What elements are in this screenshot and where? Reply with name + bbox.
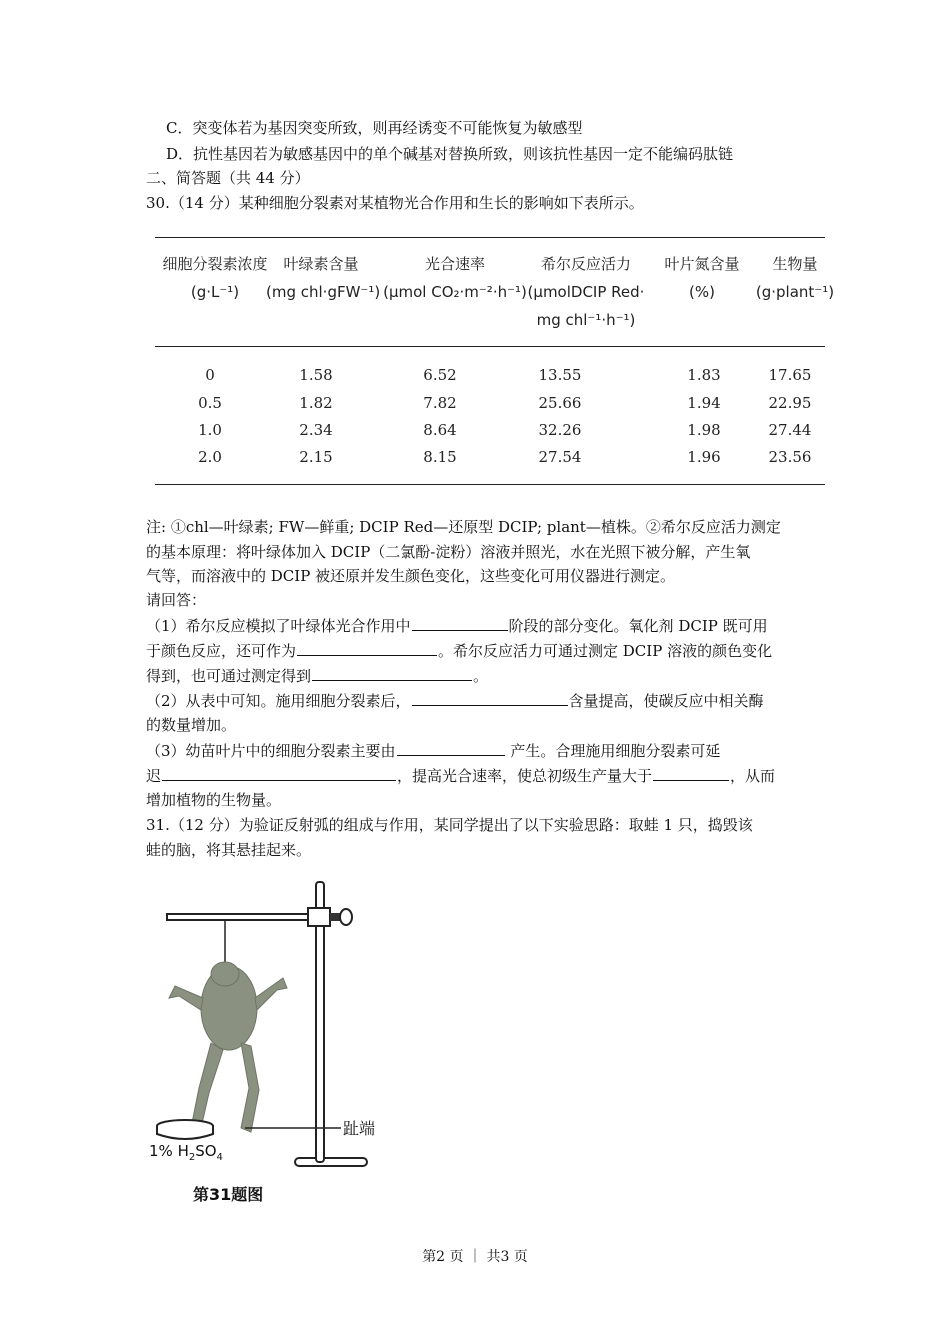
table-cell: 27.44 [768, 421, 812, 439]
question-31-line-1: 31.（12 分）为验证反射弧的组成与作用，某同学提出了以下实验思路：取蛙 1 只，捣毁该 [146, 816, 753, 834]
table-cell: 1.94 [687, 394, 721, 412]
table-cell: 1.82 [299, 394, 333, 412]
page-footer: 第2 页 ｜ 共3 页 [422, 1249, 528, 1265]
table-cell: 1.83 [687, 366, 721, 384]
table-cell: 0 [205, 366, 215, 384]
table-header-cell: 光合速率 [424, 255, 485, 273]
table-header-rule [155, 346, 825, 347]
section-heading: 二、简答题（共 44 分） [146, 169, 310, 187]
toe-label: 趾端 [343, 1119, 376, 1138]
ask-prompt: 请回答： [146, 591, 207, 609]
figure-caption: 第31题图 [193, 1185, 264, 1204]
table-bottom-rule [155, 484, 825, 485]
table-header-cell: mg chl⁻¹·h⁻¹) [536, 311, 636, 329]
note-line-1: 注: ①chl—叶绿素; FW—鲜重; DCIP Red—还原型 DCIP; plant—植株。②希尔反应活力测定 [146, 518, 781, 536]
table-cell: 27.54 [538, 448, 582, 466]
option-c: C．突变体若为基因突变所致，则再经诱变不可能恢复为敏感型 [166, 119, 583, 137]
table-cell: 17.65 [768, 366, 812, 384]
table-header-cell: 叶片氮含量 [664, 255, 740, 273]
part-3-line-2: 迟 ，提高光合速率，使总初级生产量大于 ，从而 [146, 767, 776, 785]
table-cell: 1.96 [687, 448, 721, 466]
question-30-stem: 30.（14 分）某种细胞分裂素对某植物光合作用和生长的影响如下表所示。 [146, 194, 644, 212]
answer-blank[interactable] [653, 765, 729, 781]
table-header-cell: (%) [689, 283, 715, 301]
table-header-cell: (μmol CO₂·m⁻²·h⁻¹) [383, 283, 527, 301]
answer-blank[interactable] [412, 690, 568, 706]
table-cell: 2.34 [299, 421, 333, 439]
table-cell: 23.56 [768, 448, 812, 466]
part-2-line-1: （2）从表中可知。施用细胞分裂素后， 含量提高，使碳反应中相关酶 [146, 692, 764, 710]
table-header-cell: (μmolDCIP Red· [527, 283, 645, 301]
table-header-cell: 叶绿素含量 [283, 255, 359, 273]
table-header-cell: (mg chl·gFW⁻¹) [266, 283, 381, 301]
table-cell: 8.15 [423, 448, 457, 466]
acid-label: 1% $H_2SO_4$ [149, 1142, 223, 1163]
table-top-rule [155, 237, 825, 238]
table-cell: 0.5 [198, 394, 222, 412]
option-d: D．抗性基因若为敏感基因中的单个碱基对替换所致，则该抗性基因一定不能编码肽链 [166, 145, 734, 163]
part-3-line-3: 增加植物的生物量。 [146, 791, 282, 809]
table-header-cell: (g·plant⁻¹) [755, 283, 835, 301]
table-cell: 25.66 [538, 394, 582, 412]
table-cell: 7.82 [423, 394, 457, 412]
table-cell: 13.55 [538, 366, 582, 384]
frog-reflex-figure [145, 878, 405, 1208]
table-cell: 6.52 [423, 366, 457, 384]
table-cell: 1.98 [687, 421, 721, 439]
table-header-cell: (g·L⁻¹) [190, 283, 240, 301]
note-line-3: 气等，而溶液中的 DCIP 被还原并发生颜色变化，这些变化可用仪器进行测定。 [146, 567, 676, 585]
answer-blank[interactable] [412, 615, 508, 631]
answer-blank[interactable] [397, 740, 505, 756]
table-header-cell: 生物量 [772, 255, 818, 273]
part-1-line-2: 于颜色反应，还可作为 。希尔反应活力可通过测定 DCIP 溶液的颜色变化 [146, 642, 773, 660]
part-3-line-1: （3）幼苗叶片中的细胞分裂素主要由 产生。合理施用细胞分裂素可延 [146, 742, 721, 760]
table-cell: 8.64 [423, 421, 457, 439]
part-1-line-1: （1）希尔反应模拟了叶绿体光合作用中 阶段的部分变化。氧化剂 DCIP 既可用 [146, 617, 768, 635]
part-1-line-3: 得到，也可通过测定得到 。 [146, 667, 489, 685]
note-line-2: 的基本原理：将叶绿体加入 DCIP（二氯酚-淀粉）溶液并照光，水在光照下被分解，产生氧 [146, 543, 751, 561]
answer-blank[interactable] [297, 640, 437, 656]
table-cell: 32.26 [538, 421, 582, 439]
answer-blank[interactable] [162, 765, 396, 781]
table-header-cell: 细胞分裂素浓度 [162, 255, 268, 273]
table-cell: 1.58 [299, 366, 333, 384]
table-cell: 22.95 [768, 394, 812, 412]
table-cell: 2.15 [299, 448, 333, 466]
table-cell: 2.0 [198, 448, 222, 466]
part-2-line-2: 的数量增加。 [146, 716, 237, 734]
table-header-cell: 希尔反应活力 [540, 255, 631, 273]
answer-blank[interactable] [312, 665, 472, 681]
table-cell: 1.0 [198, 421, 222, 439]
question-31-line-2: 蛙的脑，将其悬挂起来。 [146, 841, 312, 859]
